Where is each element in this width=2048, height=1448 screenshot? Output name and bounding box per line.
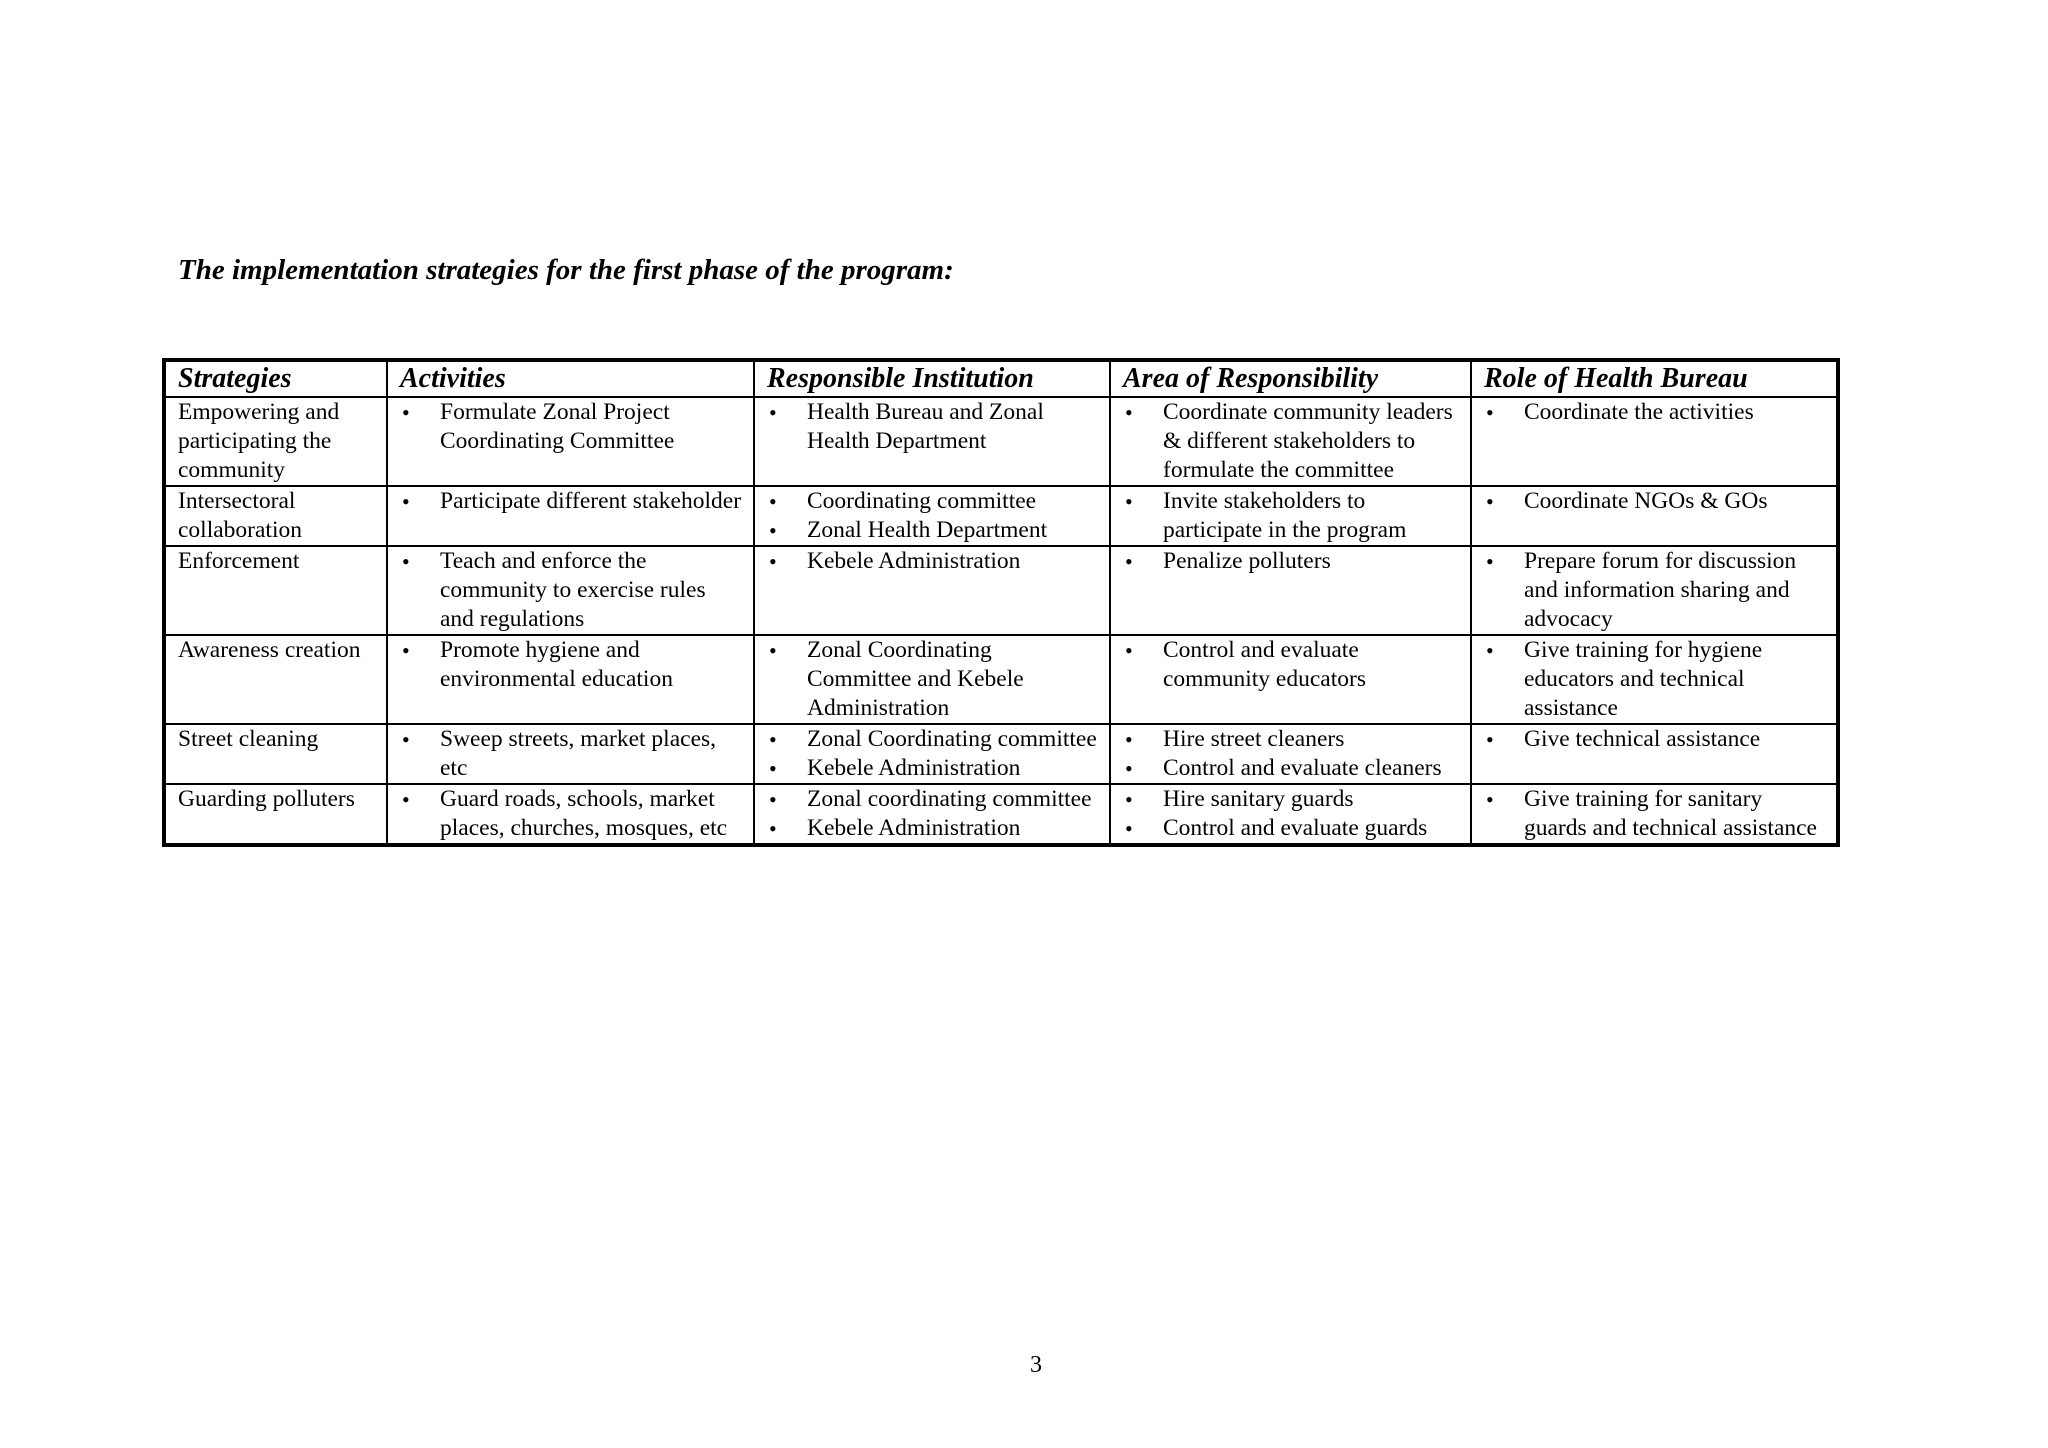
header-role-of-health-bureau: Role of Health Bureau xyxy=(1471,360,1838,397)
bullet-item: • Coordinate community leaders & different stakeholders to formulate the committee xyxy=(1123,398,1460,485)
bullet-list xyxy=(400,725,743,783)
header-responsible-institution: Responsible Institution xyxy=(754,360,1110,397)
table-row xyxy=(164,784,1838,845)
activities-cell xyxy=(387,486,754,546)
area-of-responsibility-cell xyxy=(1110,784,1471,845)
bullet-list xyxy=(1123,785,1460,843)
responsible-institution-cell xyxy=(754,635,1110,724)
bullet-item: • Give technical assistance xyxy=(1484,725,1826,754)
bullet-list xyxy=(767,547,1099,576)
strategy-cell: Guarding polluters xyxy=(164,784,387,845)
role-of-health-bureau-cell xyxy=(1471,784,1838,845)
bullet-list xyxy=(1123,636,1460,694)
strategy-cell: Empowering and participating the community xyxy=(164,397,387,486)
bullet-list xyxy=(400,636,743,694)
activities-cell xyxy=(387,397,754,486)
bullet-item: • Give training for hygiene educators and technical assistance xyxy=(1484,636,1826,723)
strategy-cell: Intersectoral collaboration xyxy=(164,486,387,546)
strategy-cell: Awareness creation xyxy=(164,635,387,724)
area-of-responsibility-cell xyxy=(1110,486,1471,546)
bullet-list xyxy=(400,487,743,516)
table-row xyxy=(164,397,1838,486)
bullet-item: • Prepare forum for discussion and information sharing and advocacy xyxy=(1484,547,1826,634)
table-body xyxy=(164,397,1838,845)
area-of-responsibility-cell xyxy=(1110,724,1471,784)
bullet-item: • Control and evaluate cleaners xyxy=(1123,754,1460,783)
page-number: 3 xyxy=(1030,1352,1042,1378)
table-row xyxy=(164,546,1838,635)
responsible-institution-cell xyxy=(754,546,1110,635)
bullet-list xyxy=(1123,547,1460,576)
bullet-item: • Invite stakeholders to participate in the program xyxy=(1123,487,1460,545)
bullet-item: • Hire street cleaners xyxy=(1123,725,1460,754)
bullet-item: • Coordinate the activities xyxy=(1484,398,1826,427)
bullet-item: • Coordinating committee xyxy=(767,487,1099,516)
bullet-list xyxy=(400,547,743,634)
bullet-item: • Hire sanitary guards xyxy=(1123,785,1460,814)
bullet-list xyxy=(1484,725,1826,754)
role-of-health-bureau-cell xyxy=(1471,635,1838,724)
role-of-health-bureau-cell xyxy=(1471,724,1838,784)
table-row xyxy=(164,724,1838,784)
bullet-item: • Zonal coordinating committee xyxy=(767,785,1099,814)
table-row xyxy=(164,486,1838,546)
bullet-list xyxy=(767,398,1099,456)
responsible-institution-cell xyxy=(754,486,1110,546)
bullet-item: • Promote hygiene and environmental education xyxy=(400,636,743,694)
area-of-responsibility-cell xyxy=(1110,635,1471,724)
bullet-list xyxy=(767,636,1099,723)
table-row xyxy=(164,635,1838,724)
bullet-list xyxy=(1123,487,1460,545)
bullet-list xyxy=(767,487,1099,545)
bullet-list xyxy=(1484,636,1826,723)
strategy-cell: Street cleaning xyxy=(164,724,387,784)
role-of-health-bureau-cell xyxy=(1471,546,1838,635)
bullet-item: • Sweep streets, market places, etc xyxy=(400,725,743,783)
bullet-item: • Teach and enforce the community to exercise rules and regulations xyxy=(400,547,743,634)
bullet-item: • Control and evaluate community educators xyxy=(1123,636,1460,694)
bullet-item: • Penalize polluters xyxy=(1123,547,1460,576)
bullet-list xyxy=(1484,547,1826,634)
header-area-of-responsibility: Area of Responsibility xyxy=(1110,360,1471,397)
bullet-item: • Zonal Coordinating committee xyxy=(767,725,1099,754)
bullet-item: • Kebele Administration xyxy=(767,547,1099,576)
responsible-institution-cell xyxy=(754,397,1110,486)
activities-cell xyxy=(387,724,754,784)
bullet-list xyxy=(1484,398,1826,427)
responsible-institution-cell xyxy=(754,724,1110,784)
area-of-responsibility-cell xyxy=(1110,546,1471,635)
bullet-item: • Control and evaluate guards xyxy=(1123,814,1460,843)
bullet-list xyxy=(1484,785,1826,843)
bullet-item: • Give training for sanitary guards and technical assistance xyxy=(1484,785,1826,843)
bullet-list xyxy=(400,398,743,456)
header-activities: Activities xyxy=(387,360,754,397)
bullet-item: • Zonal Health Department xyxy=(767,516,1099,545)
bullet-item: • Formulate Zonal Project Coordinating Committee xyxy=(400,398,743,456)
activities-cell xyxy=(387,546,754,635)
bullet-list xyxy=(767,725,1099,783)
role-of-health-bureau-cell xyxy=(1471,486,1838,546)
bullet-item: • Kebele Administration xyxy=(767,754,1099,783)
area-of-responsibility-cell xyxy=(1110,397,1471,486)
bullet-item: • Health Bureau and Zonal Health Department xyxy=(767,398,1099,456)
bullet-list xyxy=(1123,398,1460,485)
bullet-list xyxy=(767,785,1099,843)
bullet-list xyxy=(1484,487,1826,516)
responsible-institution-cell xyxy=(754,784,1110,845)
strategy-cell: Enforcement xyxy=(164,546,387,635)
bullet-item: • Guard roads, schools, market places, churches, mosques, etc xyxy=(400,785,743,843)
activities-cell xyxy=(387,635,754,724)
role-of-health-bureau-cell xyxy=(1471,397,1838,486)
table-header-row xyxy=(164,360,1838,397)
bullet-item: • Coordinate NGOs & GOs xyxy=(1484,487,1826,516)
bullet-list xyxy=(1123,725,1460,783)
bullet-item: • Zonal Coordinating Committee and Kebele Administration xyxy=(767,636,1099,723)
bullet-item: • Kebele Administration xyxy=(767,814,1099,843)
header-strategies: Strategies xyxy=(164,360,387,397)
bullet-item: • Participate different stakeholder xyxy=(400,487,743,516)
implementation-strategies-table xyxy=(162,358,1840,847)
section-heading: The implementation strategies for the first phase of the program: xyxy=(178,254,954,286)
bullet-list xyxy=(400,785,743,843)
activities-cell xyxy=(387,784,754,845)
